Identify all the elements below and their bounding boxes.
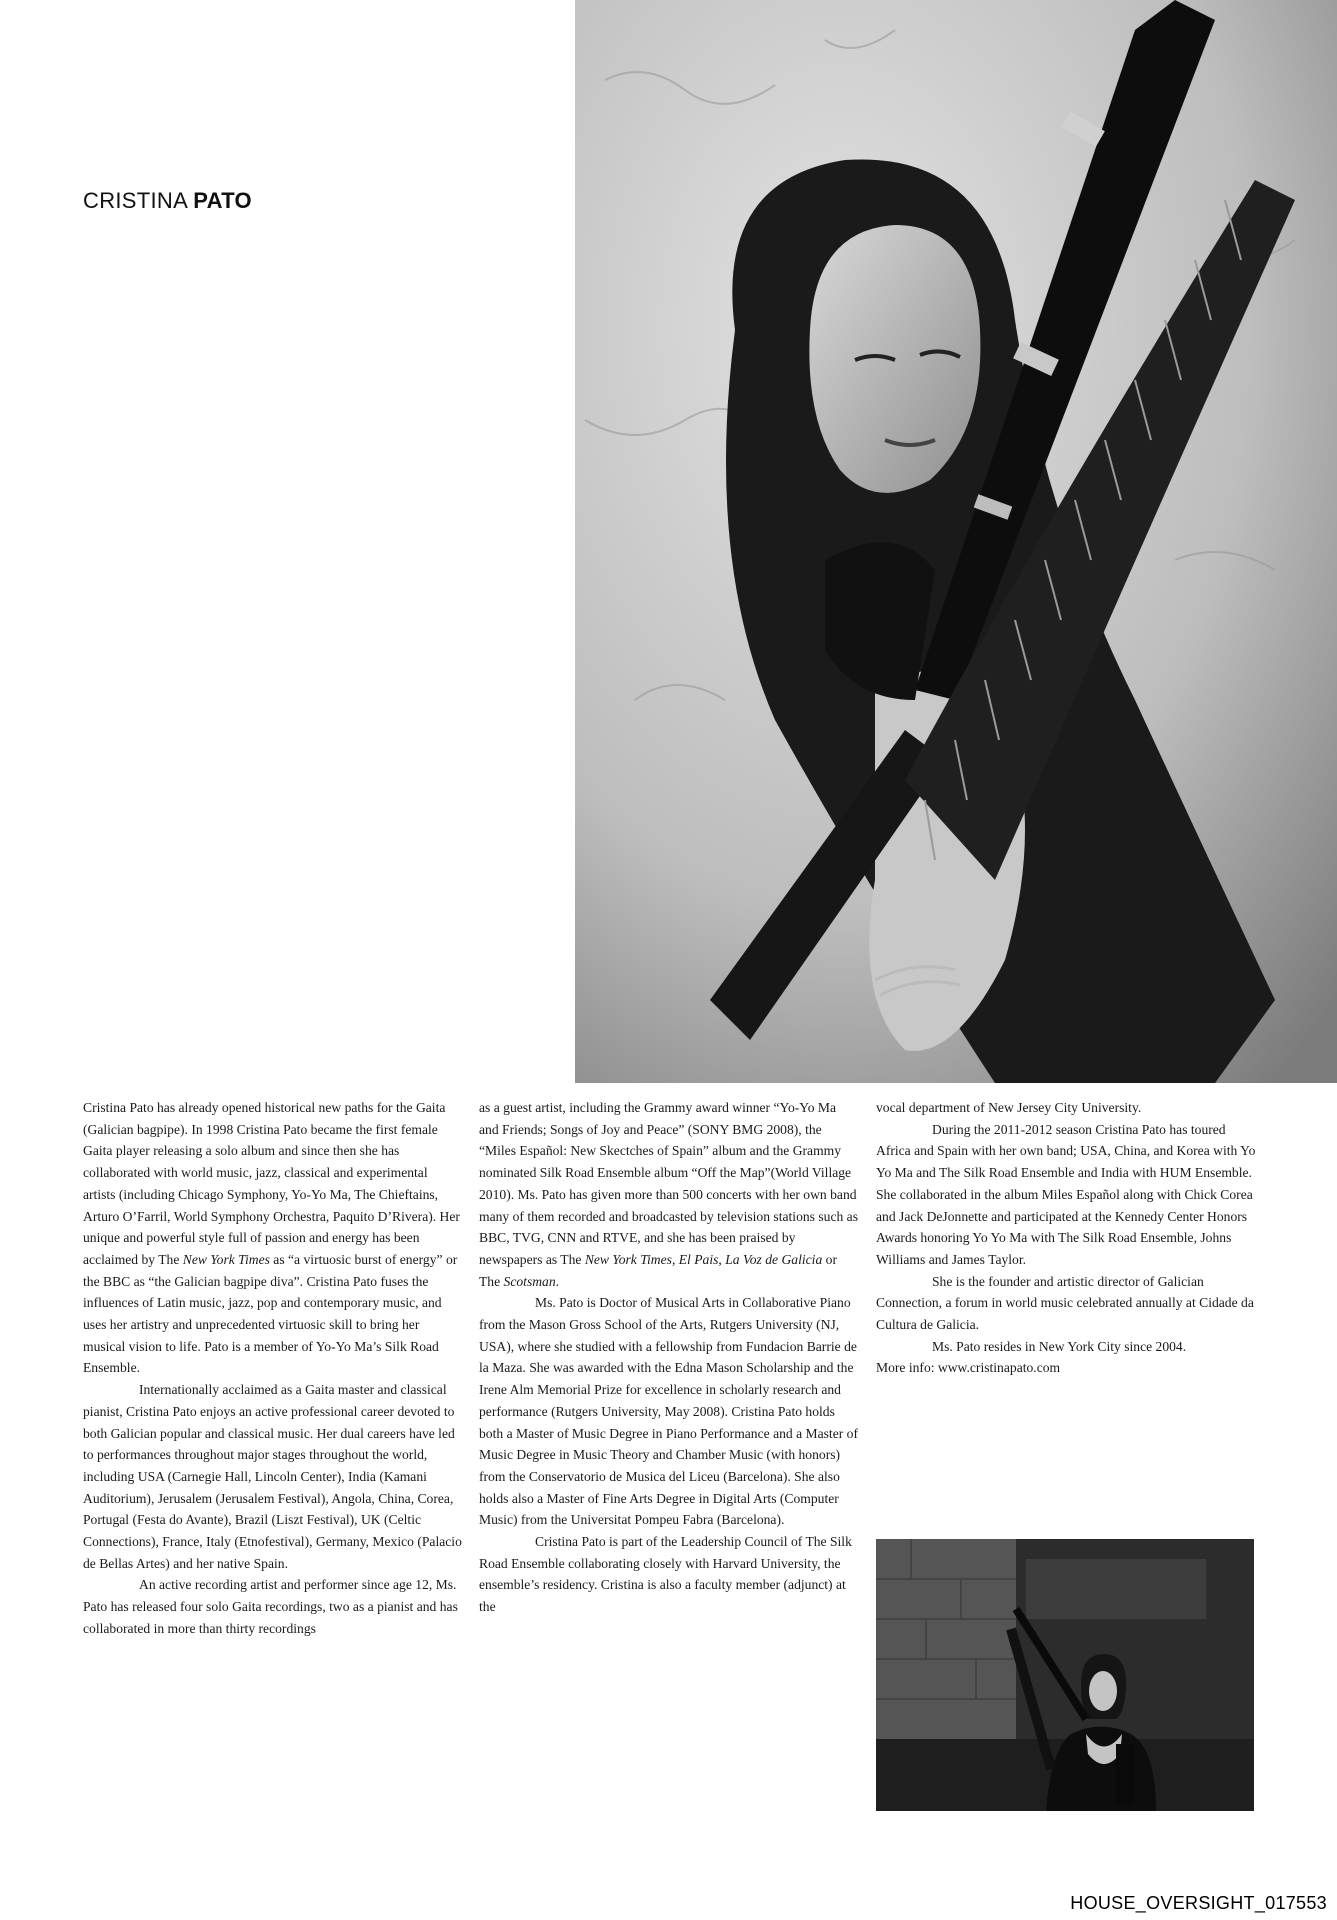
bio-paragraph-8: During the 2011-2012 season Cristina Pato has toured Africa and Spain with her own band; USA, China, and Korea with Yo Yo Ma and The Silk Road Ensemble and India with HUM Ensemble. She collaborated in the album Miles Español along with Chick Corea and Jack DeJonnette and participated at the Kennedy Center Honors Awards honoring Yo Yo Ma with The Silk Road Ensemble, Johns Williams and James Taylor. xyxy=(876,1121,1256,1267)
bio-paragraph-5: Ms. Pato is Doctor of Musical Arts in Collaborative Piano from the Mason Gross School of the Arts, Rutgers University (NJ, USA), where she studied with a fellowship from Fundacion Barrie de la Maza. She was awarded with the Edna Mason Scholarship and the Irene Alm Memorial Prize for excellence in scholarly research and performance (Rutgers University, May 2008). Cristina Pato holds both a Master of Music Degree in Piano Performance and a Master of Music Degree in Music Theory and Chamber Music (with honors) from the Conservatorio de Musica del Liceu (Barcelona). She also holds also a Master of Fine Arts Degree in Digital Arts (Computer Music) from the Universitat Pompeu Fabra (Barcelona). xyxy=(479,1295,858,1528)
bio-paragraph-4 xyxy=(479,1097,859,1292)
bio-text: Cristina Pato has already opened historical new paths for the Gaita (Galician bagpipe). In 1998 Cristina Pato became the first female Gaita player releasing a solo album and since then she has collaborated with world music, jazz, classical and experimental artists (including Chicago Symphony, Yo-Yo Ma, The Chieftains, Arturo O’Farril, World Symphony Orchestra, Paquito D’Rivera). Her unique and powerful style full of passion and energy has been acclaimed by The xyxy=(83,1100,460,1267)
text-column-3 xyxy=(876,1097,1256,1379)
page-title xyxy=(83,188,252,214)
bio-text: , xyxy=(718,1251,726,1267)
title-first-name: CRISTINA xyxy=(83,188,187,213)
performer-photo-graphic xyxy=(876,1539,1254,1811)
portrait-photo xyxy=(575,0,1337,1083)
performer-photo xyxy=(876,1539,1254,1811)
bio-text: . xyxy=(555,1273,560,1289)
portrait-photo-graphic xyxy=(575,0,1337,1083)
bio-paragraph-1 xyxy=(83,1097,463,1379)
bio-text: as a guest artist, including the Grammy award winner “Yo-Yo Ma and Friends; Songs of Joy and Peace” (SONY BMG 2008), the “Miles Español: New Skectches of Spain” album and the Grammy nominated Silk Road Ensemble album “Off the Map”(World Village 2010). Ms. Pato has given more than 500 concerts with her own band many of them recorded and broadcasted by television stations such as BBC, TVG, CNN and RTVE, and she has been praised by newspapers as The xyxy=(479,1100,859,1267)
bio-paragraph-9: She is the founder and artistic director of Galician Connection, a forum in world music celebrated annually at Cidade da Cultura de Galicia. xyxy=(876,1273,1254,1333)
publication-name: La Voz de Galicia xyxy=(725,1251,823,1267)
bio-paragraph-3: An active recording artist and performer since age 12, Ms. Pato has released four solo Gaita recordings, two as a pianist and has collaborated in more than thirty recordings xyxy=(83,1577,458,1636)
publication-name: Scotsman xyxy=(503,1273,556,1289)
bio-paragraph-6: Cristina Pato is part of the Leadership Council of The Silk Road Ensemble collaborating closely with Harvard University, the ensemble’s residency. Cristina is also a faculty member (adjunct) at the xyxy=(479,1534,852,1615)
document-id: HOUSE_OVERSIGHT_017553 xyxy=(1070,1893,1327,1913)
bio-paragraph-7: vocal department of New Jersey City University. xyxy=(876,1100,1142,1115)
publication-name: New York Times xyxy=(182,1251,270,1267)
bio-paragraph-10: Ms. Pato resides in New York City since 2004. xyxy=(932,1338,1187,1354)
bio-text: or The xyxy=(479,1251,837,1289)
bio-paragraph-2: Internationally acclaimed as a Gaita master and classical pianist, Cristina Pato enjoys an active professional career devoted to both Galician popular and classical music. Her dual careers have led to performances throughout major stages throughout the world, including USA (Carnegie Hall, Lincoln Center), India (Kamani Auditorium), Jerusalem (Jerusalem Festival), Angola, China, Corea, Portugal (Festa do Avante), Brazil (Liszt Festival), UK (Celtic Connections), France, Italy (Etnofestival), Germany, Mexico (Palacio de Bellas Artes) and her native Spain. xyxy=(83,1382,462,1571)
title-last-name: PATO xyxy=(193,188,252,213)
publication-name: New York Times xyxy=(584,1251,672,1267)
more-info-link: More info: www.cristinapato.com xyxy=(876,1360,1061,1376)
bio-text: , xyxy=(671,1251,679,1267)
bio-text: as “a virtuosic burst of energy” or the BBC as “the Galician bagpipe diva”. Cristina Pato fuses the influences of Latin music, jazz, pop and contemporary music, and uses her artistry and unprecedented virtuosic skill to bring her musical vision to life. Pato is a member of Yo-Yo Ma’s Silk Road Ensemble. xyxy=(83,1251,458,1376)
publication-name: El Pais xyxy=(678,1251,719,1267)
text-column-2 xyxy=(479,1097,859,1618)
text-column-1 xyxy=(83,1097,463,1640)
